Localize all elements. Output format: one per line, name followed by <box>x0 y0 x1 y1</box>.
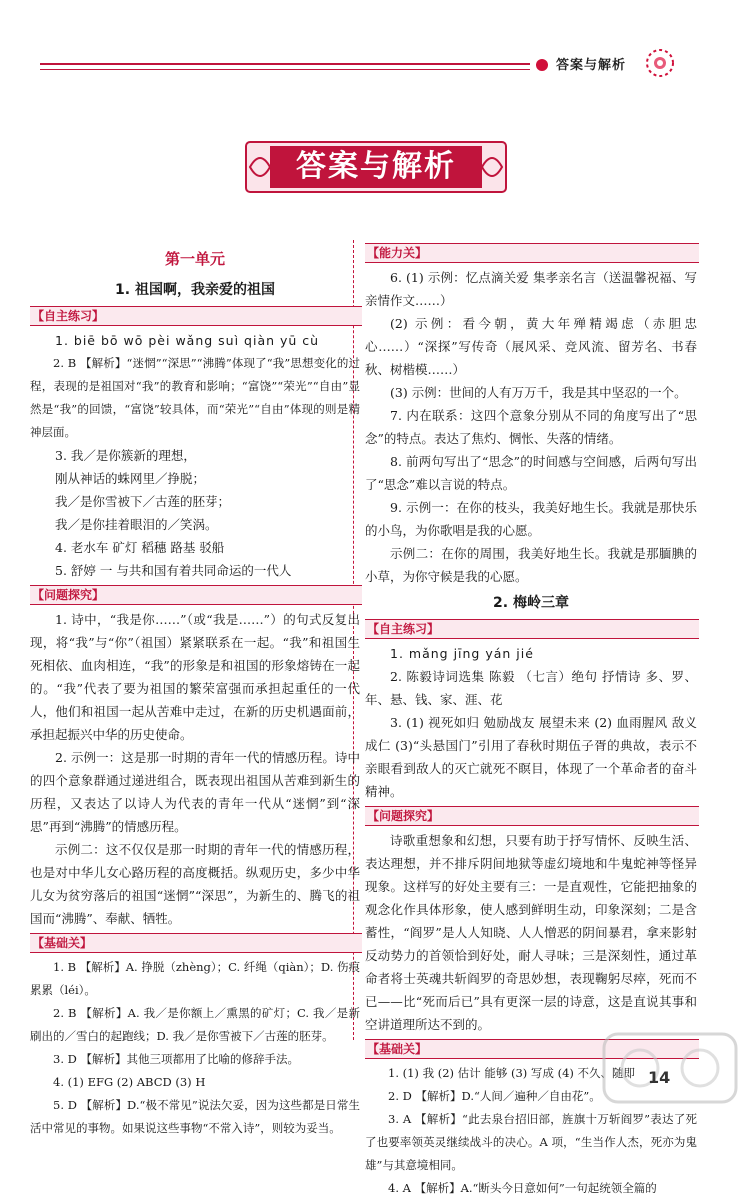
section-tag-nengli: 【能力关】 <box>365 243 699 263</box>
page-number: 14 <box>648 1068 671 1087</box>
lesson-title: 2. 梅岭三章 <box>493 595 569 611</box>
answer-item: 7. 内在联系：这四个意象分别从不同的角度写出了“思念”的特点。表达了焦灼、惆怅、失落的情绪。 <box>365 408 697 446</box>
answer-item: 4. A 【解析】A.“断头今日意如何”一句起统领全篇的 <box>388 1181 657 1195</box>
answer-item: 3. (1) 视死如归 勉励战友 展望未来 (2) 血雨腥风 敌义成仁 (3)“头悬国门”引用了春秋时期伍子胥的典故，表示不亲眼看到敌人的灭亡就死不瞑目，体现了一个革命者的奋斗精神。 <box>365 715 697 799</box>
answer-item: 3. D 【解析】其他三项都用了比喻的修辞手法。 <box>53 1052 300 1066</box>
answer-item: 2. B 【解析】A. 我／是你额上／熏黑的矿灯；C. 我／是新刷出的／雪白的起跑线；D. 我／是你雪被下／古莲的胚芽。 <box>30 1006 360 1043</box>
answer-item: 2. 示例一：这是那一时期的青年一代的情感历程。诗中的四个意象群通过递进组合，既表现出祖国从苦难到新生的历程，又表达了以诗人为代表的青年一代从“迷惘”到“深思”再到“沸腾”的情感历程。 <box>30 750 360 834</box>
answer-item: 1. biē bō wō pèi wǎng suì qiàn yū cù <box>55 333 320 348</box>
answer-item: 我／是你雪被下／古莲的胚芽； <box>55 494 231 509</box>
answer-item: 1. B 【解析】A. 挣脱（zhèng）；C. 纤绳（qiàn）；D. 伤痕累累（léi）。 <box>30 960 361 997</box>
answer-item: 3. A 【解析】“此去泉台招旧部，旌旗十万斩阎罗”表达了死了也要率领英灵继续战斗的决心。A 项，“生当作人杰，死亦为鬼雄”与其意境相同。 <box>365 1112 697 1172</box>
header-rule-thin <box>40 69 530 70</box>
answer-item: 示例二：这不仅仅是那一时期的青年一代的情感历程，也是对中华儿女心路历程的高度概括。纵观历史，多少中华儿女为贫穷落后的祖国“迷惘”“深思”，为新生的、腾飞的祖国而“沸腾”、奉献、牺牲。 <box>30 842 360 926</box>
section-tag-jichu: 【基础关】 <box>365 1039 699 1059</box>
page-title: 答案与解析 <box>296 149 456 184</box>
answer-item: 我／是你挂着眼泪的／笑涡。 <box>55 517 218 532</box>
flower-ornament-icon <box>640 43 680 83</box>
answer-item: 示例二：在你的周围，我美好地生长。我就是那腼腆的小草，为你守候是我的心愿。 <box>365 546 697 584</box>
unit-title: 第一单元 <box>164 250 225 268</box>
section-tag-jichu: 【基础关】 <box>30 933 362 953</box>
answer-item: 刚从神话的蛛网里／挣脱； <box>55 471 206 486</box>
left-column <box>30 244 360 1140</box>
header-label: 答案与解析 <box>556 58 627 73</box>
answer-item: 诗歌重想象和幻想，只要有助于抒写情怀、反映生活、表达理想，并不排斥阴间地狱等虚幻境地和牛鬼蛇神等怪异现象。这样写的好处主要有三：一是直观性，它能把抽象的观念化作具体形象，使人感到鲜明生动，印象深刻；二是含蓄性，“阎罗”是人人知晓、人人憎恶的阴间暴君，拿来影射反动势力的首领恰到好处，耐人寻味；三是深刻性，通过革命者将士英魂共斩阎罗的奇思妙想，表现鞠躬尽瘁，死而不已——比“死而后已”具有更深一层的诗意，这是直说其事和空讲道理所达不到的。 <box>365 833 697 1032</box>
header-rule <box>40 63 530 65</box>
header-dot-icon <box>536 59 548 71</box>
answer-item: 8. 前两句写出了“思念”的时间感与空间感，后两句写出了“思念”难以言说的特点。 <box>365 454 697 492</box>
answer-item: (2) 示例：看今朝，黄大年殚精竭虑（赤胆忠心……）“深探”写传奇（展风采、竞风流、留芳名、书春秋、树楷模……） <box>365 316 697 377</box>
answer-item: 4. (1) EFG (2) ABCD (3) H <box>53 1075 206 1089</box>
section-tag-wenti: 【问题探究】 <box>30 585 362 605</box>
answer-item: 1. mǎng jīng yán jié <box>390 646 534 661</box>
section-tag-zizhu: 【自主练习】 <box>365 619 699 639</box>
lesson-title: 1. 祖国啊，我亲爱的祖国 <box>115 282 275 298</box>
answer-item: 2. D 【解析】D.“人间／遍种／自由花”。 <box>388 1089 601 1103</box>
answer-item: 4. 老水车 矿灯 稻穗 路基 驳船 <box>55 540 225 555</box>
section-tag-wenti: 【问题探究】 <box>365 806 699 826</box>
answer-item: (3) 示例：世间的人有万万千，我是其中坚忍的一个。 <box>390 385 687 400</box>
section-tag-zizhu: 【自主练习】 <box>30 306 362 326</box>
answer-item: 1. (1) 我 (2) 估计 能够 (3) 写成 (4) 不久、随即 <box>388 1066 636 1080</box>
answer-item: 5. 舒婷 一 与共和国有着共同命运的一代人 <box>55 563 292 578</box>
answer-item: 6. (1) 示例：忆点滴关爱 集孝亲名言（送温馨祝福、写亲情作文……） <box>365 270 697 308</box>
title-banner <box>244 140 508 194</box>
answer-item: 5. D 【解析】D.“极不常见”说法欠妥，因为这些都是日常生活中常见的事物。如果说这些事物“不常入诗”，则较为妥当。 <box>30 1098 360 1135</box>
answer-item: 2. 陈毅诗词选集 陈毅 （七言）绝句 抒情诗 多、罗、年、悬、钱、家、涯、花 <box>365 669 697 707</box>
answer-item: 3. 我／是你簇新的理想， <box>55 448 196 463</box>
answer-item: 2. B 【解析】“迷惘”“深思”“沸腾”体现了“我”思想变化的过程，表现的是祖国对“我”的教育和影响；“富饶”“荣光”“自由”显然是“我”的回馈，“富饶”较具体，而“荣光”“自由”体现的则是精神层面。 <box>30 356 360 439</box>
answer-item: 9. 示例一：在你的枝头，我美好地生长。我就是那快乐的小鸟，为你歌唱是我的心愿。 <box>365 500 697 538</box>
answer-item: 1. 诗中，“我是你……”（或“我是……”）的句式反复出现，将“我”与“你”（祖国）紧紧联系在一起。“我”和祖国生死相依、血肉相连，“我”的形象是和祖国的形象熔铸在一起的。“我”代表了要为祖国的繁荣富强而承担起重任的一代人，他们和祖国一起从苦难中走过，在新的历史机遇面前，承担起振兴中华的历史使命。 <box>30 612 360 742</box>
